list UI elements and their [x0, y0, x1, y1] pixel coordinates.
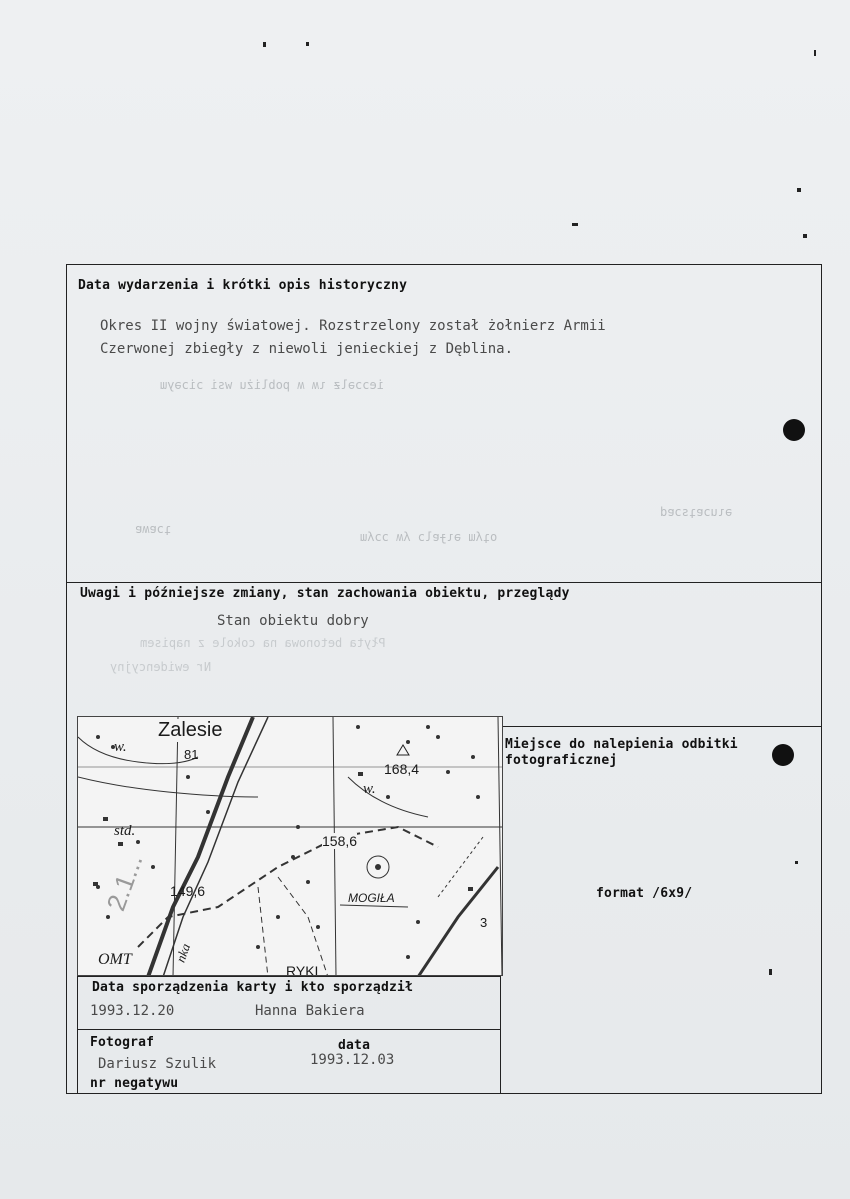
history-text-line: Okres II wojny światowej. Rozstrzelony został żołnierz Armii: [100, 318, 606, 334]
bleed-text: oʇʎɯ ǝɩɟɐlɔ ʎʍ ɔɔʎɯ: [360, 530, 498, 544]
photo-format: format /6x9/: [596, 886, 693, 901]
negative-number-label: nr negatywu: [90, 1076, 179, 1091]
bleed-text: ǝɩuɔɐʇsɔɐd: [660, 505, 733, 519]
section-heading-remarks: Uwagi i późniejsze zmiany, stan zachowania obiektu, przeglądy: [80, 586, 570, 601]
map-label: std.: [114, 823, 136, 839]
map-label: OMT: [98, 951, 132, 968]
photo-placeholder-label: fotograficznej: [505, 753, 618, 768]
map-label: RYKI: [286, 963, 319, 976]
map-label: w.: [363, 781, 376, 797]
card-date: 1993.12.20: [90, 1003, 175, 1019]
map-stamp: 2.1...: [100, 850, 149, 915]
photographer-label: Fotograf: [90, 1035, 155, 1050]
map-label: w.: [114, 739, 127, 755]
speck: [814, 50, 816, 56]
photo-date-label: data: [338, 1038, 371, 1053]
speck: [795, 861, 798, 864]
divider: [77, 976, 78, 1094]
map-clipping: [77, 716, 503, 976]
section-heading-history: Data wydarzenia i krótki opis historyczny: [78, 278, 408, 293]
speck: [263, 42, 266, 47]
punch-hole: [783, 419, 805, 441]
map-label-elevation: 168,4: [384, 761, 420, 777]
bleed-text: ieɔɔəlƶ ɩʍ ʍ pobliżu wsi ɔiɔəyɯ: [160, 378, 384, 392]
divider: [66, 582, 822, 583]
photographer-name: Dariusz Szulik: [98, 1056, 217, 1072]
map-graphic: [78, 717, 503, 976]
photo-placeholder-label: Miejsce do nalepienia odbitki: [505, 737, 738, 752]
history-text-line: Czerwonej zbiegły z niewoli jenieckiej z Dęblina.: [100, 341, 514, 357]
map-label: nka: [172, 941, 194, 965]
card-heading: Data sporządzenia karty i kto sporządził: [92, 980, 414, 995]
speck: [769, 969, 772, 975]
map-label-place: Zalesie: [158, 719, 223, 741]
divider: [77, 1029, 500, 1030]
bleed-text: ʇɔɐʍɐ: [135, 522, 172, 536]
map-label-elevation: 158,6: [322, 833, 358, 849]
photo-date: 1993.12.03: [310, 1052, 395, 1068]
remarks-text: Stan obiektu dobry: [217, 613, 369, 629]
bleed-text: Płyta betonowa na cokole z napisem: [140, 636, 386, 650]
divider: [500, 726, 822, 727]
map-handwritten-mogila: MOGIŁA: [348, 891, 395, 905]
speck: [572, 223, 578, 226]
map-label: 81: [184, 747, 199, 762]
speck: [306, 42, 309, 46]
speck: [803, 234, 807, 238]
map-label-elevation: 149,6: [170, 883, 206, 899]
map-label: 3: [480, 915, 488, 930]
card-author: Hanna Bakiera: [255, 1003, 365, 1019]
divider: [77, 976, 500, 977]
punch-hole: [772, 744, 794, 766]
speck: [797, 188, 801, 192]
bleed-text: Nr ewidencyjny: [110, 660, 212, 674]
